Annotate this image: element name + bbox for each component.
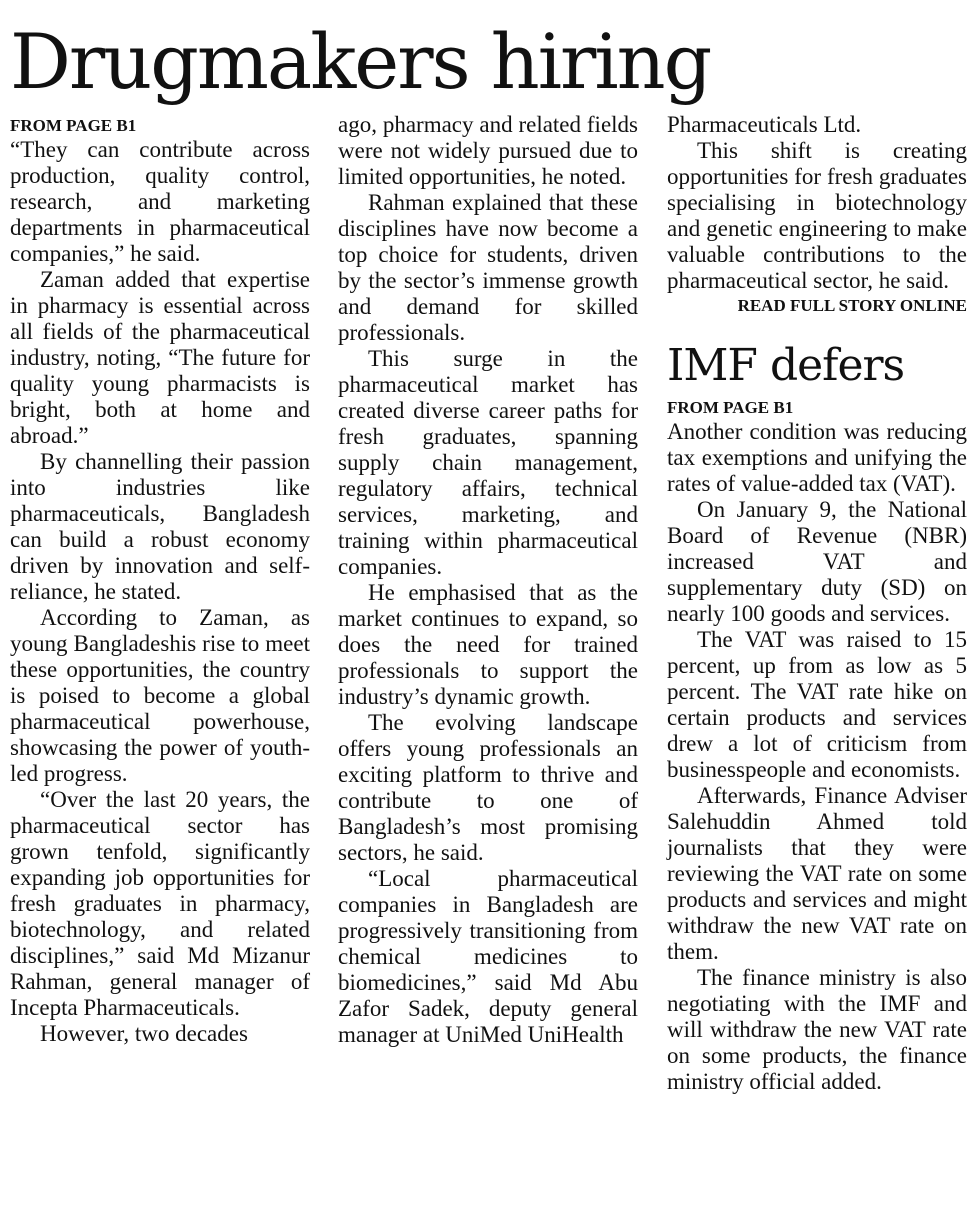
article-paragraph: “Local pharmaceutical companies in Bangladesh are progressively transitioning from chemical medicines to biomedicines,” said Md Abu Zafor Sadek, deputy general manager at UniMed UniHealth: [338, 866, 638, 1047]
article-paragraph: He emphasised that as the market continues to expand, so does the need for trained professionals to support the industry’s dynamic growth.: [338, 580, 638, 709]
article-paragraph: Rahman explained that these disciplines have now become a top choice for students, driven by the sector’s immense growth and demand for skilled professionals.: [338, 190, 638, 345]
article-paragraph: Pharmaceuticals Ltd.: [667, 112, 862, 137]
article-paragraph: This shift is creating opportunities for fresh graduates specialising in biotechnology and genetic engineering to make valuable contributions to the pharmaceutical sector, he said.: [667, 138, 967, 293]
article-column-3: [667, 112, 967, 1095]
article-paragraph: On January 9, the National Board of Revenue (NBR) increased VAT and supplementary duty (SD) on nearly 100 goods and services.: [667, 497, 967, 626]
article-paragraph: This surge in the pharmaceutical market has created diverse career paths for fresh graduates, spanning supply chain management, regulatory affairs, technical services, marketing, and training within pharmaceutical companies.: [338, 346, 638, 579]
article-paragraph: By channelling their passion into industries like pharmaceuticals, Bangladesh can build a robust economy driven by innovation and self-reliance, he stated.: [10, 449, 310, 604]
jump-line: FROM PAGE B1: [667, 398, 794, 417]
article-paragraph: Zaman added that expertise in pharmacy is essential across all fields of the pharmaceutical industry, noting, “The future for quality young pharmacists is bright, both at home and abroad.”: [10, 267, 310, 448]
article-paragraph: “Over the last 20 years, the pharmaceutical sector has grown tenfold, significantly expanding job opportunities for fresh graduates in pharmacy, biotechnology, and related disciplines,” said Md Mizanur Rahman, general manager of Incepta Pharmaceuticals.: [10, 787, 310, 1020]
second-story-headline: IMF defers: [667, 340, 905, 391]
article-paragraph: “They can contribute across production, quality control, research, and marketing departments in pharmaceutical companies,” he said.: [10, 137, 310, 266]
article-paragraph: ago, pharmacy and related fields were not widely pursued due to limited opportunities, he noted.: [338, 112, 638, 189]
article-paragraph: Afterwards, Finance Adviser Salehuddin Ahmed told journalists that they were reviewing the VAT rate on some products and services and might withdraw the new VAT rate on them.: [667, 783, 967, 964]
page-headline: Drugmakers hiring: [10, 17, 711, 106]
article-paragraph: According to Zaman, as young Bangladeshis rise to meet these opportunities, the country is poised to become a global pharmaceutical powerhouse, showcasing the power of youth-led progress.: [10, 605, 310, 786]
article-paragraph: The finance ministry is also negotiating with the IMF and will withdraw the new VAT rate on some products, the finance ministry official added.: [667, 965, 967, 1094]
article-paragraph: However, two decades: [40, 1021, 248, 1046]
article-paragraph: The evolving landscape offers young professionals an exciting platform to thrive and contribute to one of Bangladesh’s most promising sectors, he said.: [338, 710, 638, 865]
jump-line: FROM PAGE B1: [10, 116, 137, 135]
article-paragraph: Another condition was reducing tax exemptions and unifying the rates of value-added tax (VAT).: [667, 419, 967, 496]
article-column-1: [10, 112, 310, 1047]
article-column-2: [338, 112, 638, 1048]
read-full-story-link[interactable]: READ FULL STORY ONLINE: [737, 296, 967, 315]
article-paragraph: The VAT was raised to 15 percent, up from as low as 5 percent. The VAT rate hike on certain products and services drew a lot of criticism from businesspeople and economists.: [667, 627, 967, 782]
